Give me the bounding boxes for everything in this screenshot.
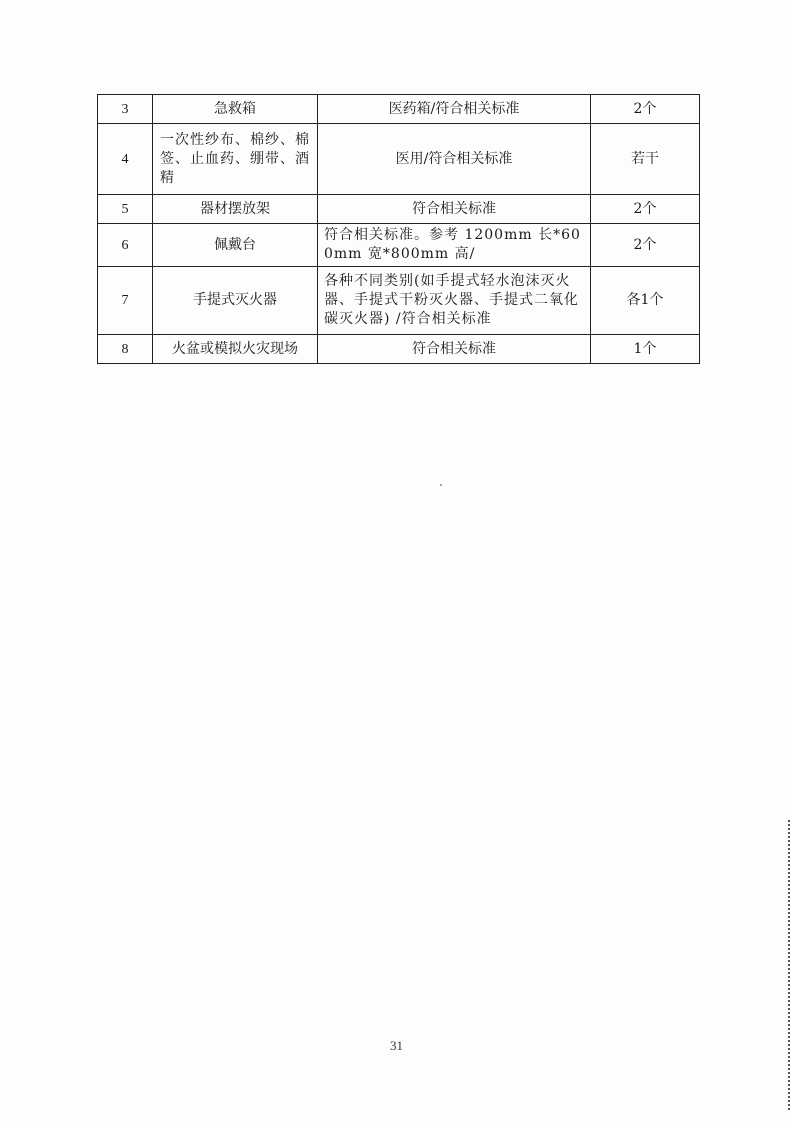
row-number: 4 xyxy=(98,124,153,195)
item-quantity: 1个 xyxy=(591,335,700,364)
item-spec: 符合相关标准 xyxy=(318,195,591,224)
table-row xyxy=(98,335,700,364)
item-name-text: 一次性纱布、棉纱、棉签、止血药、绷带、酒精 xyxy=(160,131,310,186)
item-name: 急救箱 xyxy=(153,95,318,124)
equipment-table xyxy=(97,94,700,364)
item-name: 器材摆放架 xyxy=(153,195,318,224)
item-spec: 医用/符合相关标准 xyxy=(318,124,591,195)
table-row xyxy=(98,195,700,224)
row-number: 6 xyxy=(98,224,153,267)
item-name: 火盆或模拟火灾现场 xyxy=(153,335,318,364)
table-row xyxy=(98,124,700,195)
item-spec: 符合相关标准 xyxy=(318,335,591,364)
table-row xyxy=(98,95,700,124)
item-name xyxy=(153,124,318,195)
row-number: 7 xyxy=(98,267,153,335)
scan-speck xyxy=(440,484,442,486)
row-number: 3 xyxy=(98,95,153,124)
item-quantity: 2个 xyxy=(591,224,700,267)
row-number: 8 xyxy=(98,335,153,364)
item-quantity: 2个 xyxy=(591,95,700,124)
scan-edge-artifact xyxy=(788,820,792,1110)
item-quantity: 各1个 xyxy=(591,267,700,335)
item-quantity: 2个 xyxy=(591,195,700,224)
row-number: 5 xyxy=(98,195,153,224)
page-number: 31 xyxy=(390,1038,403,1053)
item-spec: 医药箱/符合相关标准 xyxy=(318,95,591,124)
item-spec-text: 各种不同类别(如手提式轻水泡沫灭火器、手提式干粉灭火器、手提式二氧化碳灭火器) /符合相关标准 xyxy=(324,273,579,327)
item-spec xyxy=(318,224,591,267)
table-row xyxy=(98,267,700,335)
table-row xyxy=(98,224,700,267)
item-spec xyxy=(318,267,591,335)
item-spec-text: 符合相关标准。参考 1200mm 长*600mm 宽*800mm 高/ xyxy=(324,227,581,262)
item-name: 手提式灭火器 xyxy=(153,267,318,335)
item-name: 佩戴台 xyxy=(153,224,318,267)
item-quantity: 若干 xyxy=(591,124,700,195)
